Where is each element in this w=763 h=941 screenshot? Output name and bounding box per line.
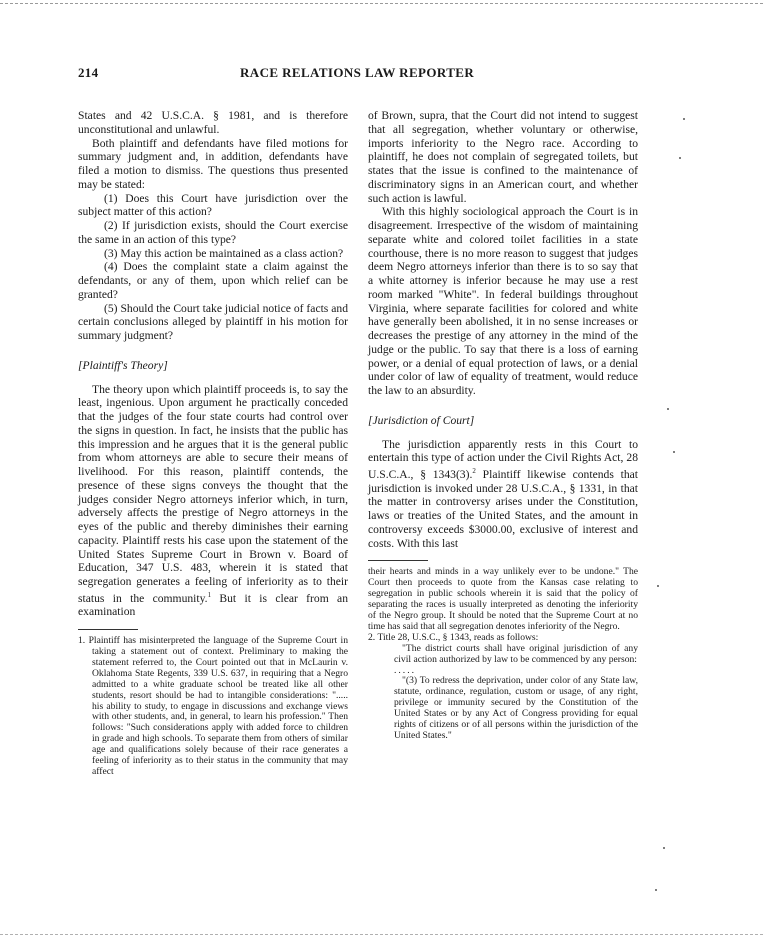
footnote-text: Plaintiff has misinterpreted the language of the Supreme Court in taking a statement out of context. Preliminary to making the statement referred to, the Court pointed out that in McLaurin v. Oklahoma State Regents, 339 U.S. 637, in requiring that a Negro admitted to a white graduate school be treated like all other students, resort should be had to intangible considerations: "..... his ability to study, to engage in discussions and exchange views with other students, and, in general, to learn his profession." Then follows: "Such considerations apply with added force to children in grade and high schools. To separate them from others of similar age and qualifications solely because of their race generates a feeling of inferiority as to their status in the community that may affect [88,635,348,777]
running-head: RACE RELATIONS LAW REPORTER [240,65,475,80]
footnote-text: Title 28, U.S.C., § 1343, reads as follows: [377,631,539,643]
scan-speck [673,451,675,453]
footnote-number: 1. [78,635,86,647]
scan-speck [667,408,669,410]
scan-speck [655,889,657,891]
footnote-rule [78,629,138,630]
paragraph-plaintiffs-theory [78,383,348,620]
footnote-1 [78,636,348,778]
paragraph-text: But it is clear from an examination [78,591,348,619]
paragraph: With this highly sociological approach the Court is in disagreement. Irrespective of the wisdom of maintaining separate white and colored toilet facilities in a state courthouse, there is no more reason to suggest that judges deem Negro attorneys inferior than there is to so say that a white attorney is inferior because he may use a rest room marked "White". In federal buildings throughout Virginia, where separate facilities for colored and white have generally been abolished, it in no sense increases or decreases the prestige of any attorney in the mind of the judge or the public. To say that there is a loss of earning power, or a denial of equal protection of laws, or a denial under color of law of equality of treatment, would reduce the law to an absurdity. [368,205,638,397]
scan-speck [663,847,665,849]
scan-speck [657,585,659,587]
footnote-quote: "(3) To redress the deprivation, under color of any State law, statute, ordinance, regulation, custom or usage, of any right, privilege or immunity secured by the Constitution of the United States or by any Act of Congress providing for equal rights of citizens or of all persons within the jurisdiction of the United States." [394,675,638,741]
question-item: (4) Does the complaint state a claim against the defendants, or any of them, upon which relief can be granted? [78,260,348,301]
question-item: (1) Does this Court have jurisdiction over the subject matter of this action? [78,191,348,219]
right-column [368,109,638,742]
paragraph-text: The theory upon which plaintiff proceeds is, to say the least, ingenious. Upon argument he practically conceded that the judges of the four state courts had control over the signs in question. In fact, he insists that the public has this impression and he argues that it is the general public from whom attorneys are able to secure their means of livelihood. For this reason, plaintiff contends, the presence of these signs conveys the thought that the judges consider Negro attorneys inferior which, in turn, adversely affects the prestige of Negro attorneys in the eyes of the public and thereby diminishes their earning capacity. Plaintiff rests his case upon the statement of the United States Supreme Court in Brown v. Board of Education, 347 U.S. 483, wherein it is stated that segregation generates a feeling of inferiority as to their status in the community. [78,382,348,605]
footnotes-right [368,567,638,742]
footnote-1-continued: their hearts and minds in a way unlikely ever to be undone." The Court then proceeds to quote from the Kansas case relating to segregation in public schools wherein it is said that the policy of separating the races is usually interpreted as denoting the inferiority of the Negro group. It should be noted that the Supreme Court at no time has said that all segregation denotes inferiority of the Negro. [368,566,638,632]
paragraph-jurisdiction [368,438,638,551]
footnote-number: 2. [368,631,376,643]
question-item: (3) May this action be maintained as a class action? [104,246,344,260]
footnotes-left [78,636,348,778]
paragraph: of Brown, supra, that the Court did not intend to suggest that all segregation, whether voluntary or otherwise, imports inferiority to the Negro race. According to plaintiff, he does not complain of segregated toilets, but states that the issue is confined to the maintenance of discriminatory signs in an American court, and whether such action is lawful. [368,109,638,205]
scan-speck [683,118,685,120]
footnote-ref: 1 [207,590,212,599]
scan-top-border [0,3,763,4]
paragraph-text: The jurisdiction apparently rests in this Court to entertain this type of action under the Civil Rights Act, 28 U.S.C.A., § 1343(3). [368,437,638,481]
footnote-ellipsis: ..... [394,664,416,676]
paragraph-text: Plaintiff likewise contends that jurisdiction is invoked under 28 U.S.C.A., § 1331, in that the matter in controversy arises under the Constitution, laws or treaties of the United States, and the amount in controversy exceeds $3000.00, exclusive of interest and costs. With this last [368,467,638,550]
question-item: (5) Should the Court take judicial notice of facts and certain conclusions alleged by plaintiff in his motion for summary judgment? [78,301,348,342]
section-heading-jurisdiction: [Jurisdiction of Court] [368,413,475,427]
footnote-ref: 2 [472,467,476,475]
section-heading-plaintiffs-theory: [Plaintiff's Theory] [78,358,168,372]
scan-bottom-border [0,934,763,935]
scan-speck [679,157,681,159]
footnote-rule [368,560,428,561]
paragraph: States and 42 U.S.C.A. § 1981, and is therefore unconstitutional and unlawful. [78,109,348,136]
left-column [78,109,348,778]
page-number: 214 [78,65,99,80]
question-item: (2) If jurisdiction exists, should the Court exercise the same in an action of this type? [78,219,348,246]
page-header [0,65,763,85]
footnote-quote: "The district courts shall have original jurisdiction of any civil action authorized by law to be commenced by any person: [394,642,638,665]
paragraph: Both plaintiff and defendants have filed motions for summary judgment and, in addition, defendants have filed a motion to dismiss. The questions thus presented may be stated: [78,136,348,191]
